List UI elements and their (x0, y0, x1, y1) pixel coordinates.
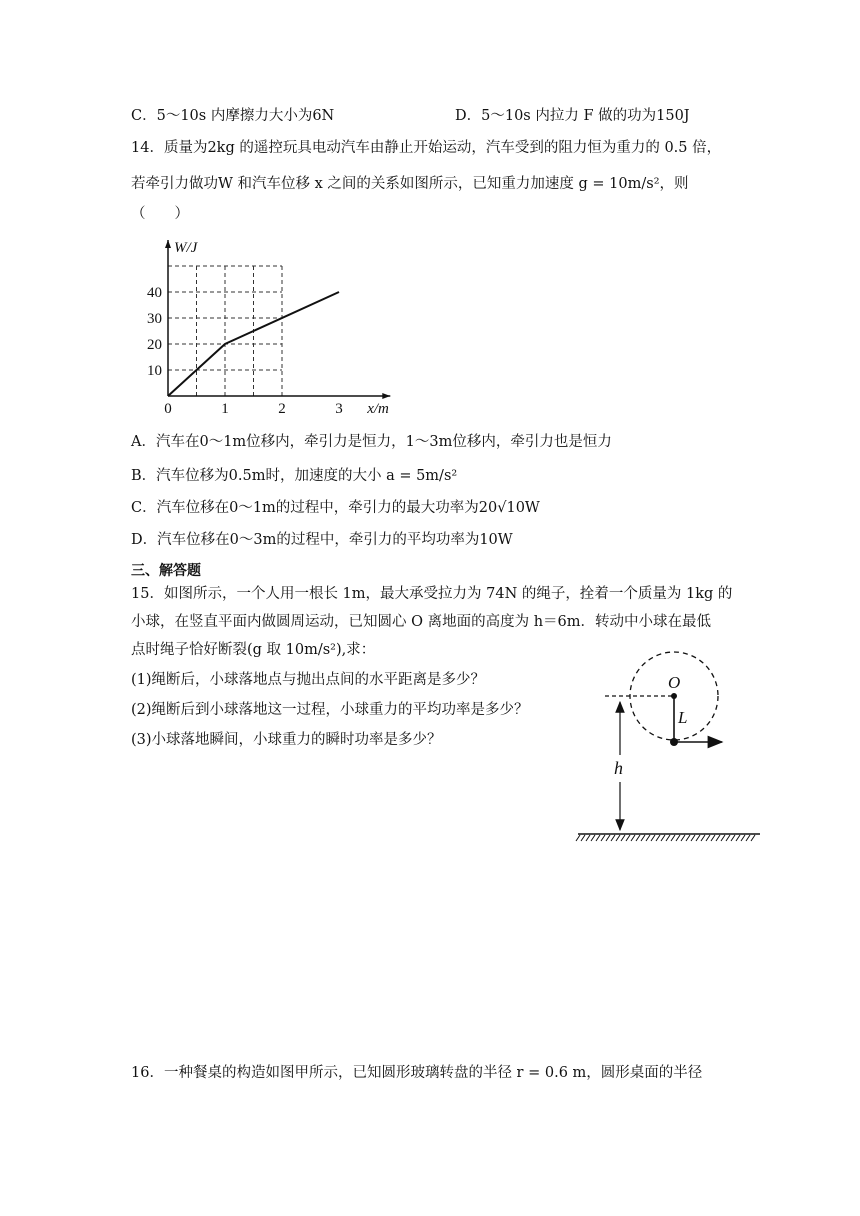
label-h: h (614, 758, 623, 778)
hatch-stroke (721, 835, 725, 841)
label-o: O (668, 673, 681, 692)
hatch-stroke (576, 835, 580, 841)
hatch-stroke (746, 835, 750, 841)
hatch-stroke (581, 835, 585, 841)
ground-hatch (576, 835, 755, 841)
section-title: 三、解答题 (131, 563, 201, 579)
x-tick-label: 0 (164, 401, 172, 417)
q15-sub-question-3: (3)小球落地瞬间，小球重力的瞬时功率是多少？ (131, 732, 442, 748)
hatch-stroke (736, 835, 740, 841)
q14-option-c: C．汽车位移在0～1m的过程中，牵引力的最大功率为20√10W (131, 500, 540, 516)
chart-grid (168, 266, 282, 396)
y-tick-label: 30 (147, 311, 162, 327)
x-tick-label: 3 (335, 401, 343, 417)
hatch-stroke (656, 835, 660, 841)
q14-option-b: B．汽车位移为0.5m时，加速度的大小 a = 5m/s² (131, 468, 458, 484)
hatch-stroke (651, 835, 655, 841)
hatch-stroke (741, 835, 745, 841)
work-displacement-chart (140, 238, 430, 423)
hatch-stroke (731, 835, 735, 841)
hatch-stroke (606, 835, 610, 841)
hatch-stroke (701, 835, 705, 841)
q14-stem-line-1: 14．质量为2kg 的遥控玩具电动汽车由静止开始运动，汽车受到的阻力恒为重力的 0.5 倍， (131, 140, 722, 156)
hatch-stroke (681, 835, 685, 841)
x-tick-label: 2 (278, 401, 286, 417)
q14-option-a: A．汽车在0～1m位移内，牵引力是恒力，1～3m位移内，牵引力也是恒力 (131, 434, 612, 450)
x-axis-arrow (382, 393, 390, 399)
q15-sub-question-2: (2)绳断后到小球落地这一过程，小球重力的平均功率是多少？ (131, 702, 529, 718)
hatch-stroke (636, 835, 640, 841)
y-axis-label: W/J (174, 240, 198, 256)
hatch-stroke (726, 835, 730, 841)
hatch-stroke (646, 835, 650, 841)
hatch-stroke (591, 835, 595, 841)
hatch-stroke (706, 835, 710, 841)
q14-option-d: D．汽车位移在0～3m的过程中，牵引力的平均功率为10W (131, 532, 513, 548)
hatch-stroke (616, 835, 620, 841)
q15-stem-line-3: 点时绳子恰好断裂(g 取 10m/s²),求： (131, 642, 376, 658)
hatch-stroke (751, 835, 755, 841)
chart-tick-labels (147, 285, 343, 417)
hatch-stroke (711, 835, 715, 841)
hatch-stroke (601, 835, 605, 841)
q14-stem-line-2: 若牵引力做功W 和汽车位移 x 之间的关系如图所示，已知重力加速度 g = 10m/s²，则 (131, 176, 689, 192)
hatch-stroke (676, 835, 680, 841)
hatch-stroke (671, 835, 675, 841)
hatch-stroke (696, 835, 700, 841)
y-tick-label: 20 (147, 337, 162, 353)
hatch-stroke (596, 835, 600, 841)
hatch-stroke (586, 835, 590, 841)
hatch-stroke (631, 835, 635, 841)
circular-motion-figure (570, 640, 770, 850)
q16-stem-line-1: 16．一种餐桌的构造如图甲所示，已知圆形玻璃转盘的半径 r = 0.6 m，圆形桌面的半径 (131, 1065, 703, 1081)
y-tick-label: 10 (147, 363, 162, 379)
hatch-stroke (626, 835, 630, 841)
hatch-stroke (691, 835, 695, 841)
hatch-stroke (686, 835, 690, 841)
hatch-stroke (716, 835, 720, 841)
x-tick-label: 1 (221, 401, 229, 417)
y-axis-arrow (165, 240, 171, 248)
hatch-stroke (641, 835, 645, 841)
q15-sub-question-1: (1)绳断后，小球落地点与抛出点间的水平距离是多少？ (131, 672, 486, 688)
chart-axes (165, 240, 390, 417)
q15-stem-line-2: 小球，在竖直平面内做圆周运动，已知圆心 O 离地面的高度为 h＝6m．转动中小球在最低 (131, 614, 712, 630)
hatch-stroke (666, 835, 670, 841)
q14-answer-bracket: （ ） (131, 206, 189, 222)
q13-option-c: C．5～10s 内摩擦力大小为6N (131, 108, 335, 124)
hatch-stroke (611, 835, 615, 841)
x-axis-label: x/m (367, 401, 389, 417)
q15-stem-line-1: 15．如图所示，一个人用一根长 1m，最大承受拉力为 74N 的绳子，拴着一个质量为 1kg 的 (131, 586, 733, 602)
hatch-stroke (661, 835, 665, 841)
y-tick-label: 40 (147, 285, 162, 301)
hatch-stroke (621, 835, 625, 841)
q13-option-d: D．5～10s 内拉力 F 做的功为150J (455, 108, 690, 124)
label-l: L (678, 708, 688, 727)
